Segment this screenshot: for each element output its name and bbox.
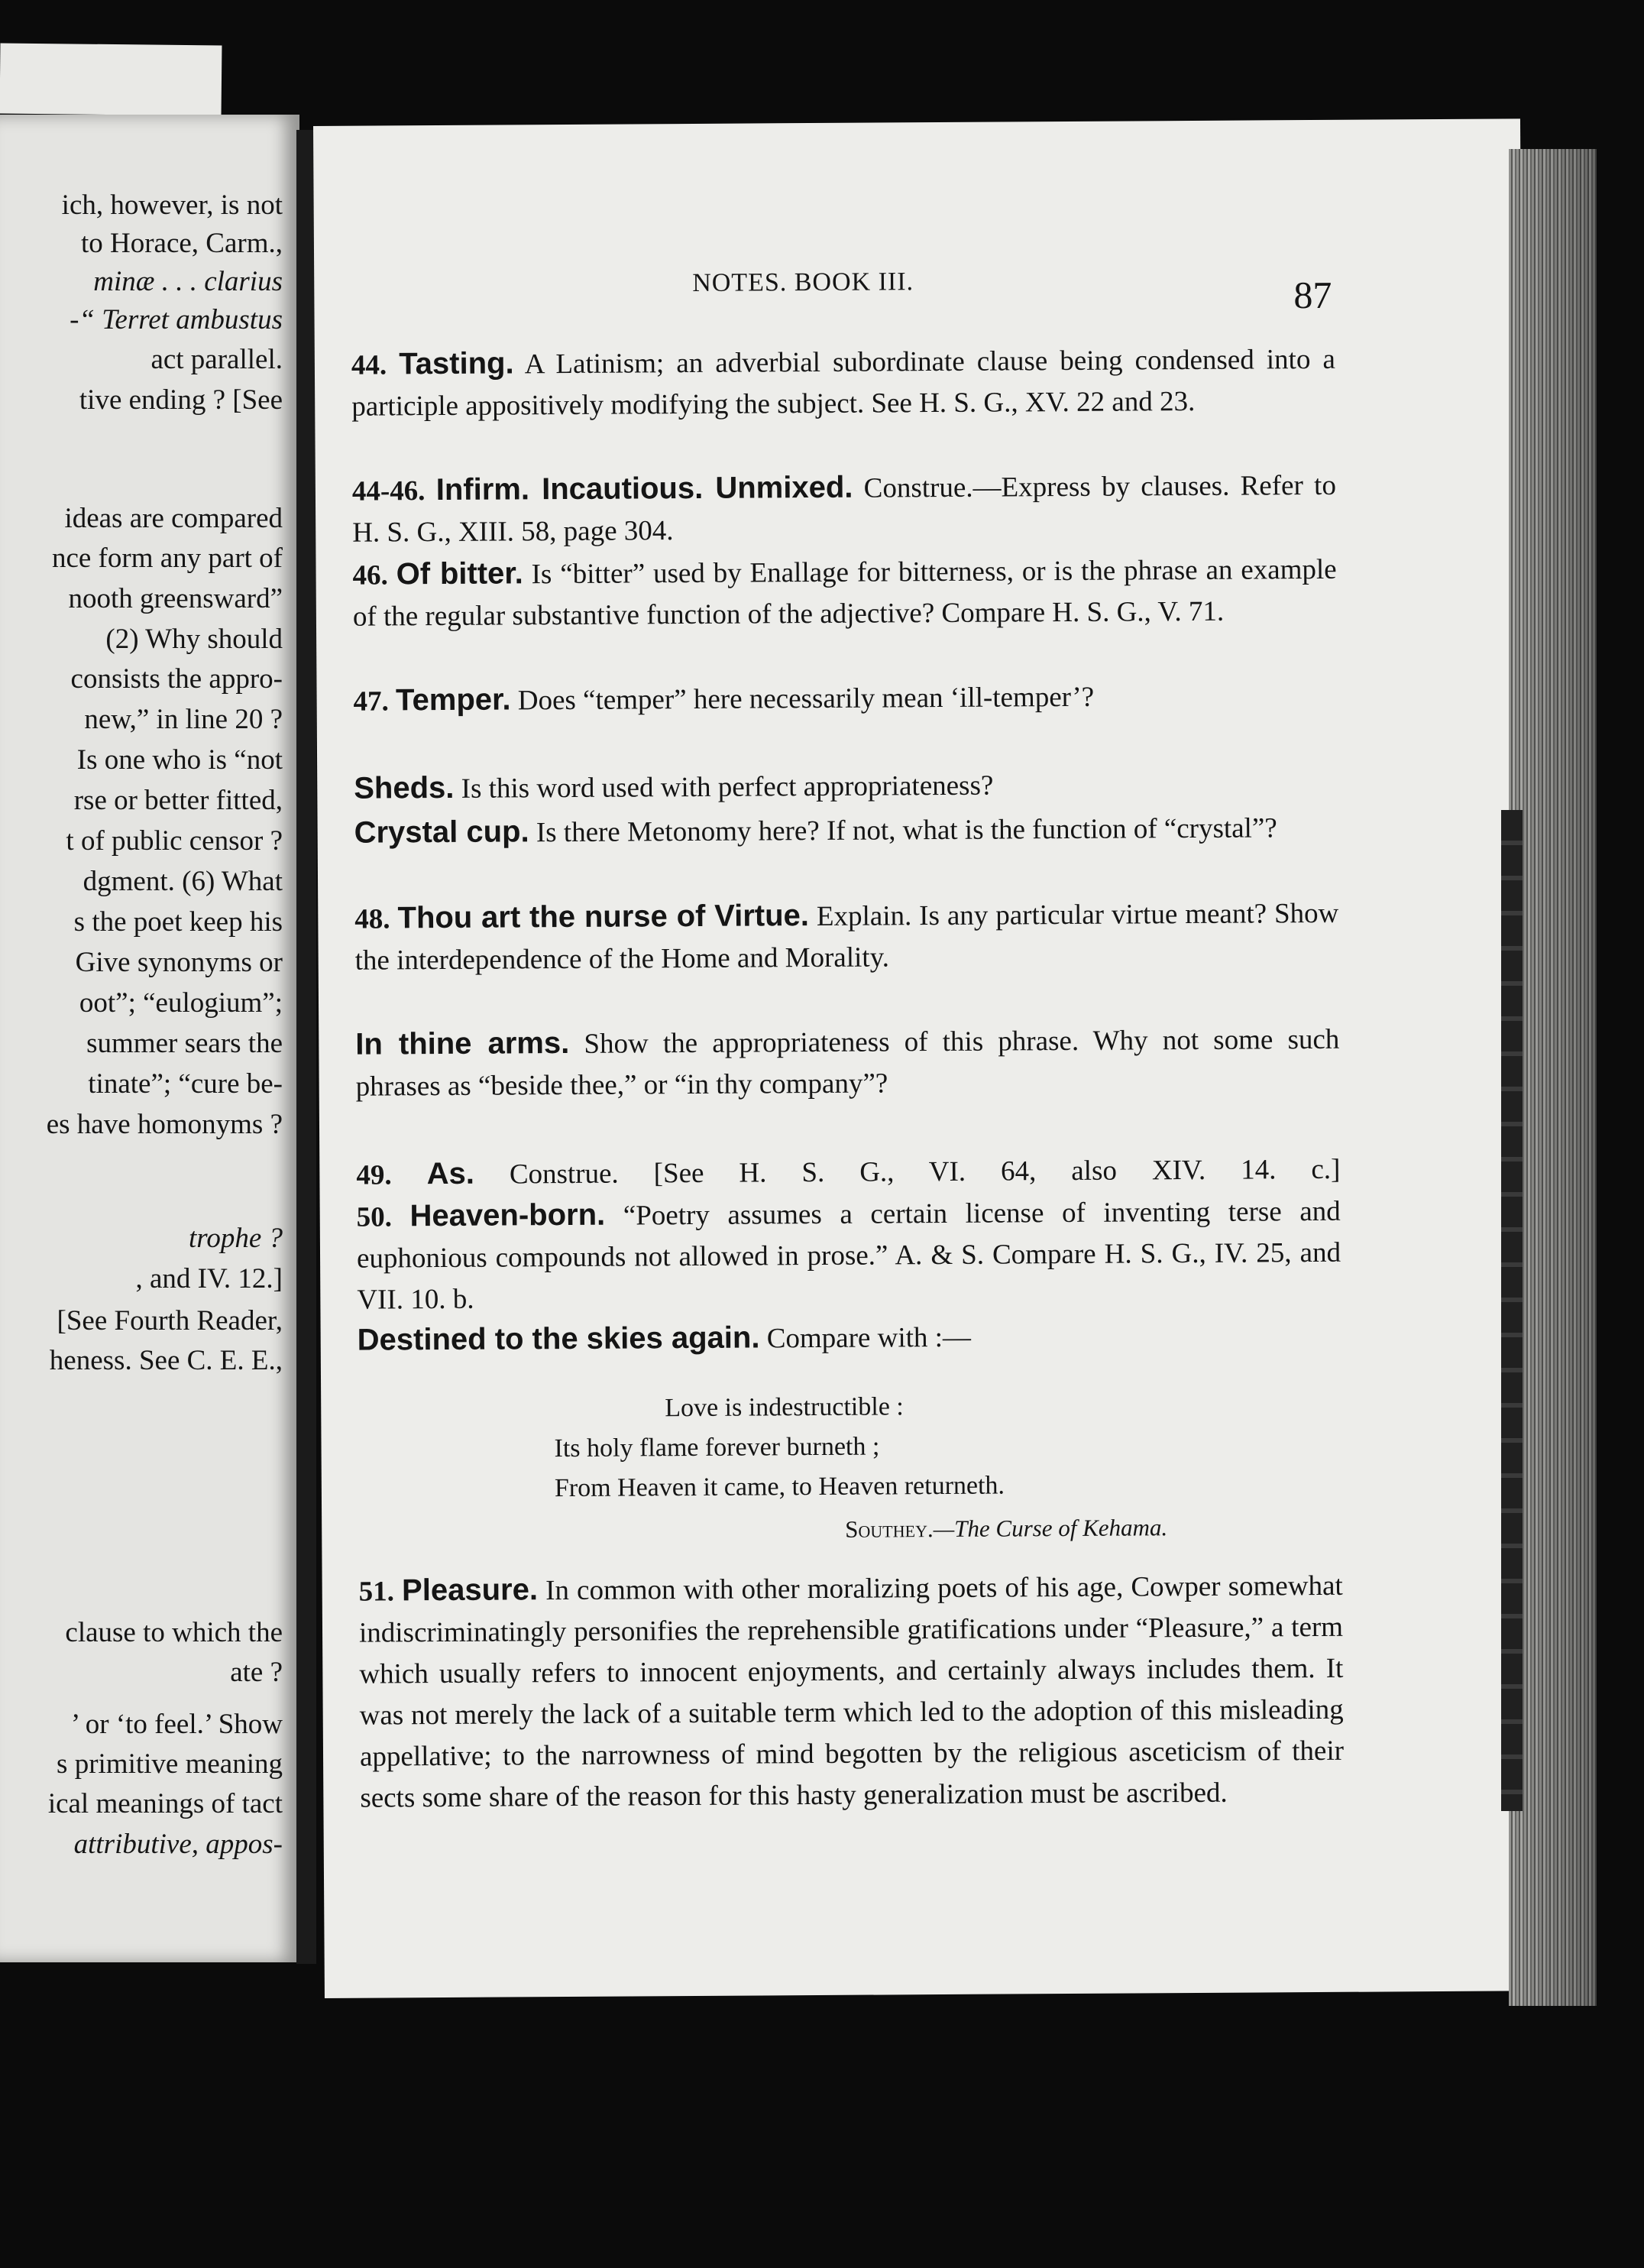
note-destined [358,1314,1341,1362]
quote-line: From Heaven it came, to Heaven returneth. [554,1471,1005,1503]
left-line: oot”; “eulogium”; [79,987,283,1019]
page-number: 87 [1293,273,1332,317]
quote-line: Love is indestructible : [665,1392,904,1423]
note-number: 46. [352,559,388,591]
left-line: ideas are compared [64,503,283,534]
left-line: es have homonyms ? [46,1109,283,1140]
note-text: Is “bitter” used by Enallage for bitterness, or is the phrase an example of the regular substantive function of the adjective? Compare H. S. G., V. 71. [352,553,1337,633]
left-line: clause to which the [65,1617,283,1648]
note-50 [357,1190,1341,1321]
lemma: Thou art the nurse of Virtue. [397,899,810,935]
left-line: nooth greensward” [68,583,283,614]
left-line: t of public censor ? [66,825,283,857]
left-line: Is one who is “not [76,744,283,776]
quote-attribution [845,1508,1167,1550]
note-in-thine-arms [355,1018,1340,1108]
binding-mark [1501,810,1523,1811]
note-crystal-cup [354,806,1338,855]
quote-line: Its holy flame forever burneth ; [554,1432,880,1463]
note-text: Does “temper” here necessarily mean ‘ill-temper’? [517,681,1095,717]
left-line: s the poet keep his [73,906,283,938]
left-line: minæ . . . clarius [93,266,283,297]
left-line: tinate”; “cure be- [88,1068,283,1100]
left-line: new,” in line 20 ? [84,704,283,735]
note-text: Explain. Is any particular virtue meant? Show the interdependence of the Home and Morality. [354,897,1339,977]
note-number: 48. [354,903,390,935]
note-number: 44. [351,349,387,381]
left-line: ’ or ‘to feel.’ Show [70,1709,283,1740]
left-line: , and IV. 12.] [135,1263,283,1294]
note-46 [352,548,1337,638]
note-51 [359,1564,1345,1819]
lemma: As. [426,1156,475,1191]
note-number: 50. [356,1201,393,1233]
left-line: ical meanings of tact [47,1788,283,1819]
note-text: Is there Metonomy here? If not, what is the function of “crystal”? [536,812,1277,849]
note-number: 51. [358,1576,395,1608]
note-number: 44-46. [351,475,426,507]
note-text: Show the appropriateness of this phrase. Why not some such phrases as “beside thee,” or “in thy company”? [355,1023,1340,1103]
left-line: summer sears the [86,1028,283,1059]
note-text: Compare with :— [766,1321,972,1355]
left-line: Give synonyms or [75,947,283,978]
left-line: rse or better fitted, [73,785,283,816]
left-line: to Horace, Carm., [80,228,283,259]
note-text: A Latinism; an adverbial subordinate clause being condensed into a participle appositively modifying the subject. See H. S. G., XV. 22 and 23. [351,343,1336,423]
attribution-work: —The Curse of Kehama. [933,1514,1168,1543]
left-line: attributive, appos- [73,1829,283,1860]
note-text: “Poetry assumes a certain license of inventing terse and euphonious compounds not allowed in prose.” A. & S. Compare H. S. G., IV. 25, and VII. 10. b. [356,1195,1341,1316]
left-line: nce form any part of [51,543,283,574]
left-line: trophe ? [189,1223,283,1254]
note-47 [353,674,1337,723]
lemma: Tasting. [399,346,514,381]
left-line: tive ending ? [See [79,384,283,416]
note-44 [351,338,1336,428]
left-line: dgment. (6) What [83,866,283,897]
lemma: Sheds. [354,770,455,805]
attribution-author: Southey. [845,1515,934,1543]
lemma: Destined to the skies again. [357,1320,760,1357]
lemma: Pleasure. [401,1573,539,1608]
left-line: -“ Terret ambustus [70,304,283,335]
note-number: 49. [356,1159,392,1191]
note-sheds [354,762,1338,811]
lemma: Of bitter. [396,556,523,591]
left-line: heness. See C. E. E., [49,1345,283,1376]
left-line: (2) Why should [105,624,283,655]
note-49 [356,1148,1340,1197]
left-line: s primitive meaning [57,1748,283,1780]
note-text: In common with other moralizing poets of his age, Cowper somewhat indiscriminatingly personifies the reprehensible gratifications under “Pleasure,” a term which usually refers to innocent enjoyments, and certainly always includes them. It was not merely the lack of a suitable term which led to the adoption of this misleading appellative; to the narrowness of mind begotten by the religious asceticism of their sects some share of the reason for this hasty generalization must be ascribed. [358,1570,1345,1814]
lemma: Temper. [395,682,511,718]
note-number: 47. [353,685,389,718]
note-text: Construe. [See H. S. G., VI. 64, also XIV. 14. c.] [509,1153,1341,1191]
left-line: ich, however, is not [61,190,283,221]
facing-page-edge-strip [0,43,222,115]
page-87 [313,118,1532,1998]
note-text: Is this word used with perfect appropriateness? [461,770,994,805]
left-line: ate ? [230,1657,283,1688]
lemma: Infirm. Incautious. Unmixed. [435,470,853,507]
note-44-46 [352,464,1337,554]
running-title: NOTES. BOOK III. [692,267,914,297]
lemma: Crystal cup. [354,815,529,850]
left-line: act parallel. [150,344,283,375]
left-line: [See Fourth Reader, [57,1305,283,1336]
note-text: Construe.—Express by clauses. Refer to H. S. G., XIII. 58, page 304. [352,469,1337,549]
book-gutter [296,130,316,1964]
note-48 [354,892,1339,982]
lemma: Heaven-born. [409,1197,606,1233]
facing-page-left [0,115,299,1962]
left-line: consists the appro- [70,663,283,695]
lemma: In thine arms. [355,1025,570,1061]
